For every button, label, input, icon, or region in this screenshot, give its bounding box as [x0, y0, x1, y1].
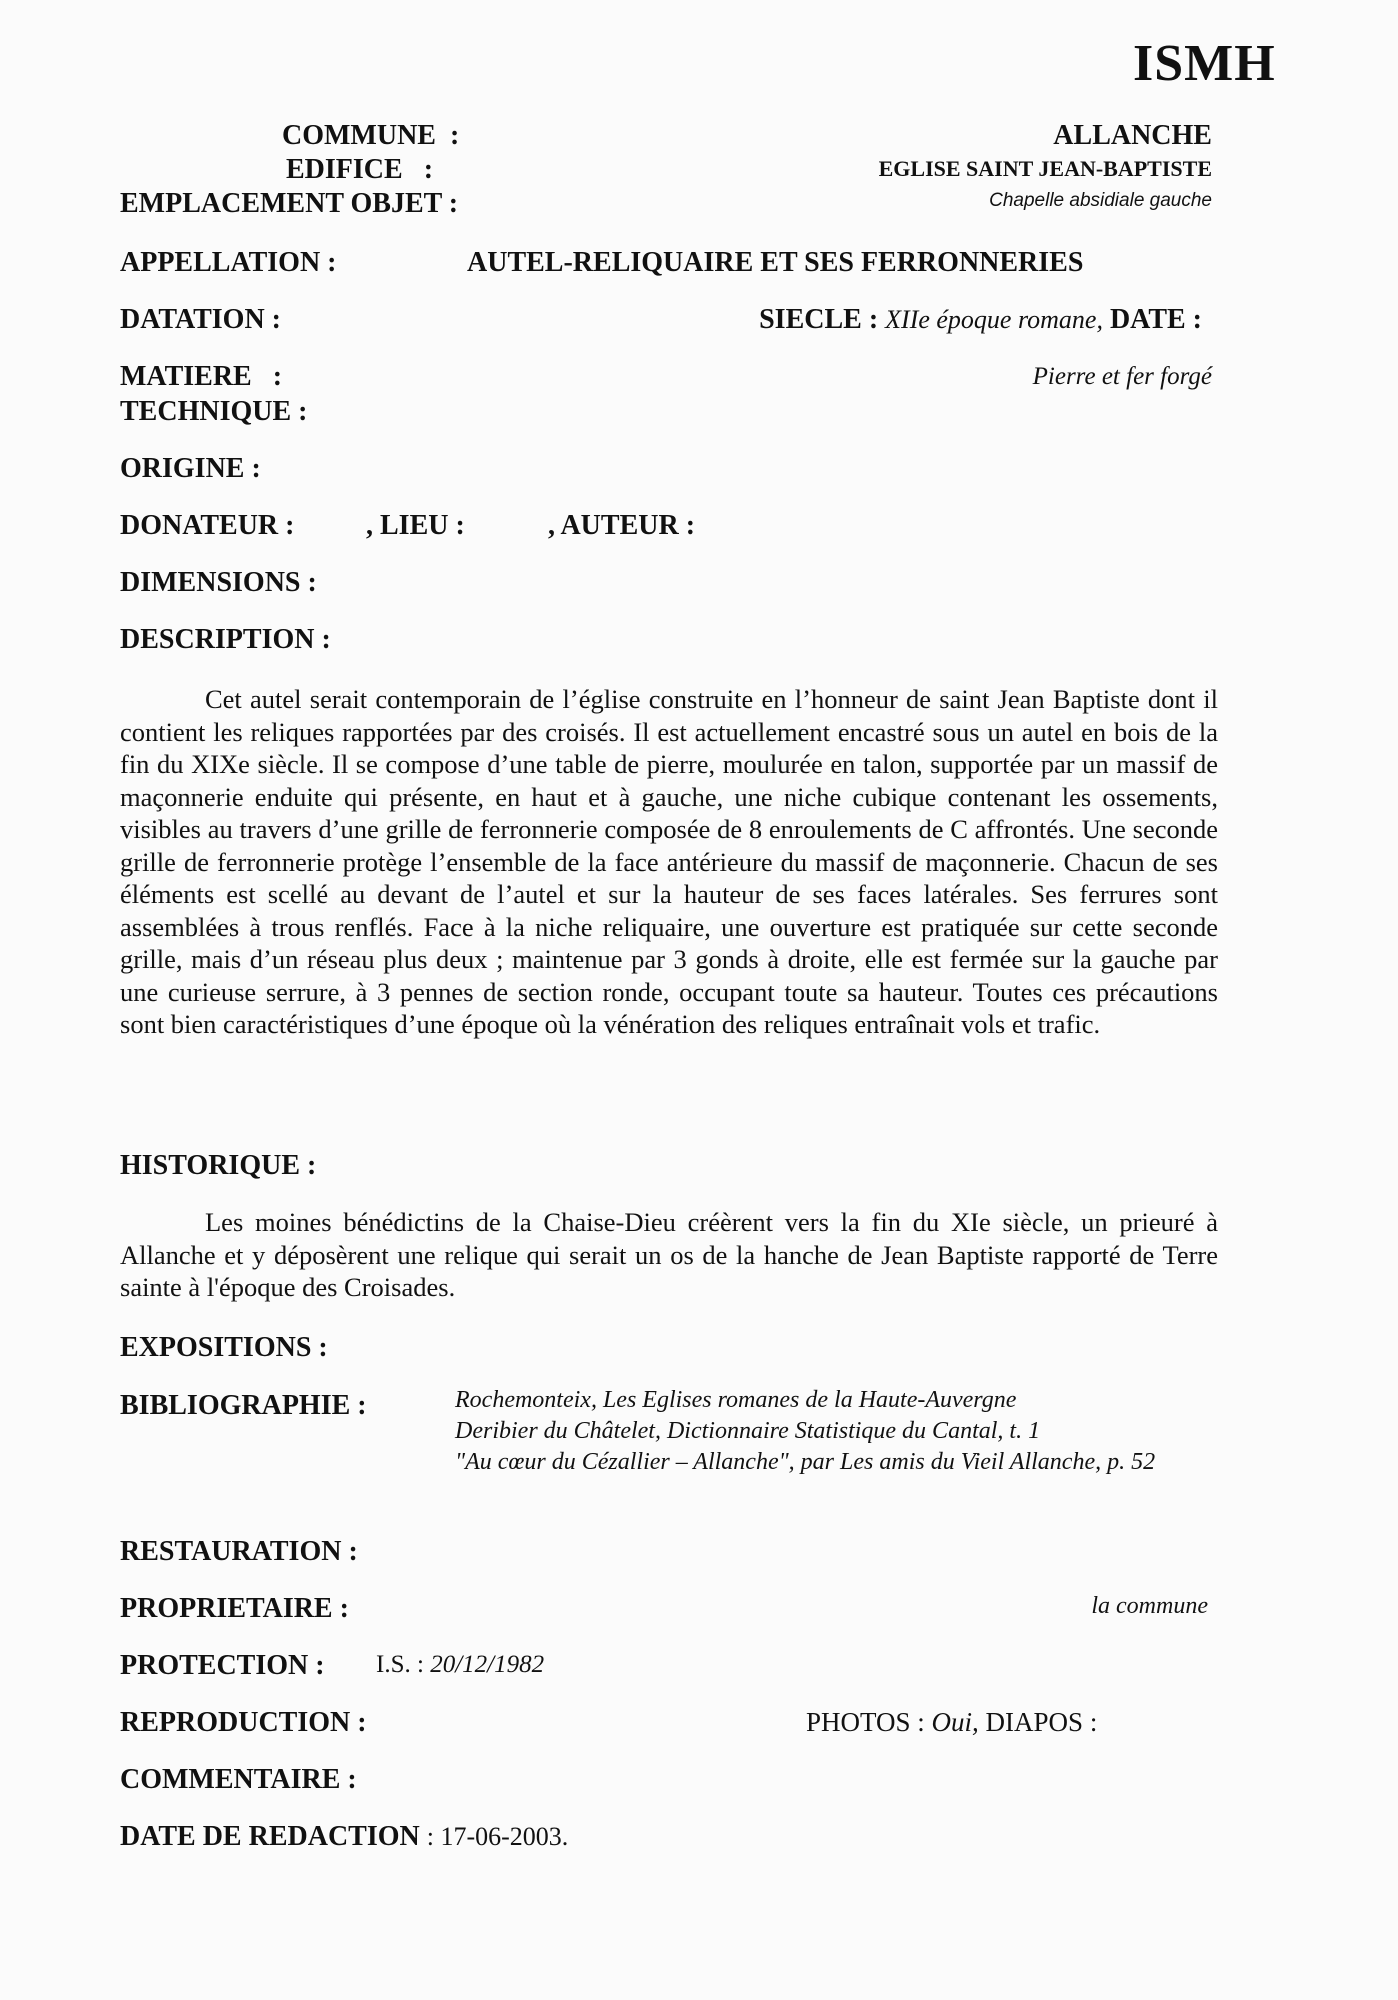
restauration-label: RESTAURATION : [120, 1536, 358, 1567]
proprietaire-value: la commune [1091, 1593, 1208, 1619]
bibliography-item: "Au cœur du Cézallier – Allanche", par Les amis du Vieil Allanche, p. 52 [455, 1449, 1156, 1475]
datation-label: DATATION : [120, 304, 281, 335]
proprietaire-label: PROPRIETAIRE : [120, 1593, 349, 1624]
edifice-label: EDIFICE : [286, 154, 434, 185]
description-label: DESCRIPTION : [120, 624, 331, 655]
dimensions-label: DIMENSIONS : [120, 567, 317, 598]
lieu-label: , LIEU : [366, 510, 465, 541]
protection-type: I.S. : [376, 1651, 424, 1678]
bibliography-item: Deribier du Châtelet, Dictionnaire Statistique du Cantal, t. 1 [455, 1418, 1041, 1444]
technique-label: TECHNIQUE : [120, 396, 308, 427]
protection-date: 20/12/1982 [430, 1651, 545, 1678]
redaction-label: DATE DE REDACTION [120, 1821, 420, 1852]
diapos-label: DIAPOS : [985, 1707, 1098, 1737]
photos-value: Oui, [931, 1707, 979, 1737]
redaction-value: : 17-06-2003. [426, 1822, 569, 1851]
commentaire-label: COMMENTAIRE : [120, 1764, 357, 1795]
photos-line [806, 1707, 1097, 1738]
matiere-label: MATIERE : [120, 361, 283, 392]
date-label: DATE : [1109, 304, 1202, 335]
emplacement-value: Chapelle absidiale gauche [989, 190, 1212, 211]
description-text-block [120, 683, 1218, 1041]
photos-label: PHOTOS : [806, 1707, 925, 1737]
historique-text: Les moines bénédictins de la Chaise-Dieu créèrent vers la fin du XIe siècle, un prieuré à Allanche et y déposèrent une relique qui serait un os de la hanche de Jean Baptiste rapporté de Terre sainte à l'époque des Croisades. [120, 1207, 1218, 1302]
auteur-label: , AUTEUR : [548, 510, 696, 541]
siecle-value: XIIe époque romane, [885, 305, 1103, 334]
siecle-label: SIECLE : [759, 304, 879, 335]
siecle-line [759, 304, 1202, 336]
expositions-label: EXPOSITIONS : [120, 1332, 328, 1363]
protection-value [376, 1651, 544, 1679]
edifice-value: EGLISE SAINT JEAN-BAPTISTE [878, 156, 1212, 181]
ismh-badge: ISMH [1133, 35, 1276, 92]
redaction-line [120, 1821, 568, 1853]
appellation-value: AUTEL-RELIQUAIRE ET SES FERRONNERIES [467, 247, 1084, 278]
historique-text-block [120, 1206, 1218, 1304]
reproduction-label: REPRODUCTION : [120, 1707, 367, 1738]
protection-label: PROTECTION : [120, 1650, 325, 1681]
donateur-label: DONATEUR : [120, 510, 295, 541]
emplacement-label: EMPLACEMENT OBJET : [120, 188, 459, 219]
matiere-value: Pierre et fer forgé [1032, 363, 1212, 390]
appellation-label: APPELLATION : [120, 247, 337, 278]
commune-value: ALLANCHE [1053, 120, 1212, 151]
bibliographie-label: BIBLIOGRAPHIE : [120, 1390, 367, 1421]
commune-label: COMMUNE : [282, 120, 460, 151]
bibliography-item: Rochemonteix, Les Eglises romanes de la Haute-Auvergne [455, 1387, 1017, 1413]
origine-label: ORIGINE : [120, 453, 261, 484]
description-text: Cet autel serait contemporain de l’église construite en l’honneur de saint Jean Baptiste dont il contient les reliques rapportées par des croisés. Il est actuellement encastré sous un autel en bois de la fin du XIXe siècle. Il se compose d’une table de pierre, moulurée en talon, supportée par un massif de maçonnerie enduite qui présente, en haut et à gauche, une niche cubique contenant les ossements, visibles au travers d’une grille de ferronnerie composée de 8 enroulements de C affrontés. Une seconde grille de ferronnerie protège l’ensemble de la face antérieure du massif de maçonnerie. Chacun de ses éléments est scellé au devant de l’autel et sur la hauteur de ses faces latérales. Ses ferrures sont assemblées à trous renflés. Face à la niche reliquaire, une ouverture est pratiquée sur cette seconde grille, mais d’un réseau plus deux ; maintenue par 3 gonds à droite, elle est fermée sur la gauche par une curieuse serrure, à 3 pennes de section ronde, occupant toute sa hauteur. Toutes ces précautions sont bien caractéristiques d’une époque où la vénération des reliques entraînait vols et trafic. [120, 684, 1218, 1039]
historique-label: HISTORIQUE : [120, 1150, 317, 1181]
